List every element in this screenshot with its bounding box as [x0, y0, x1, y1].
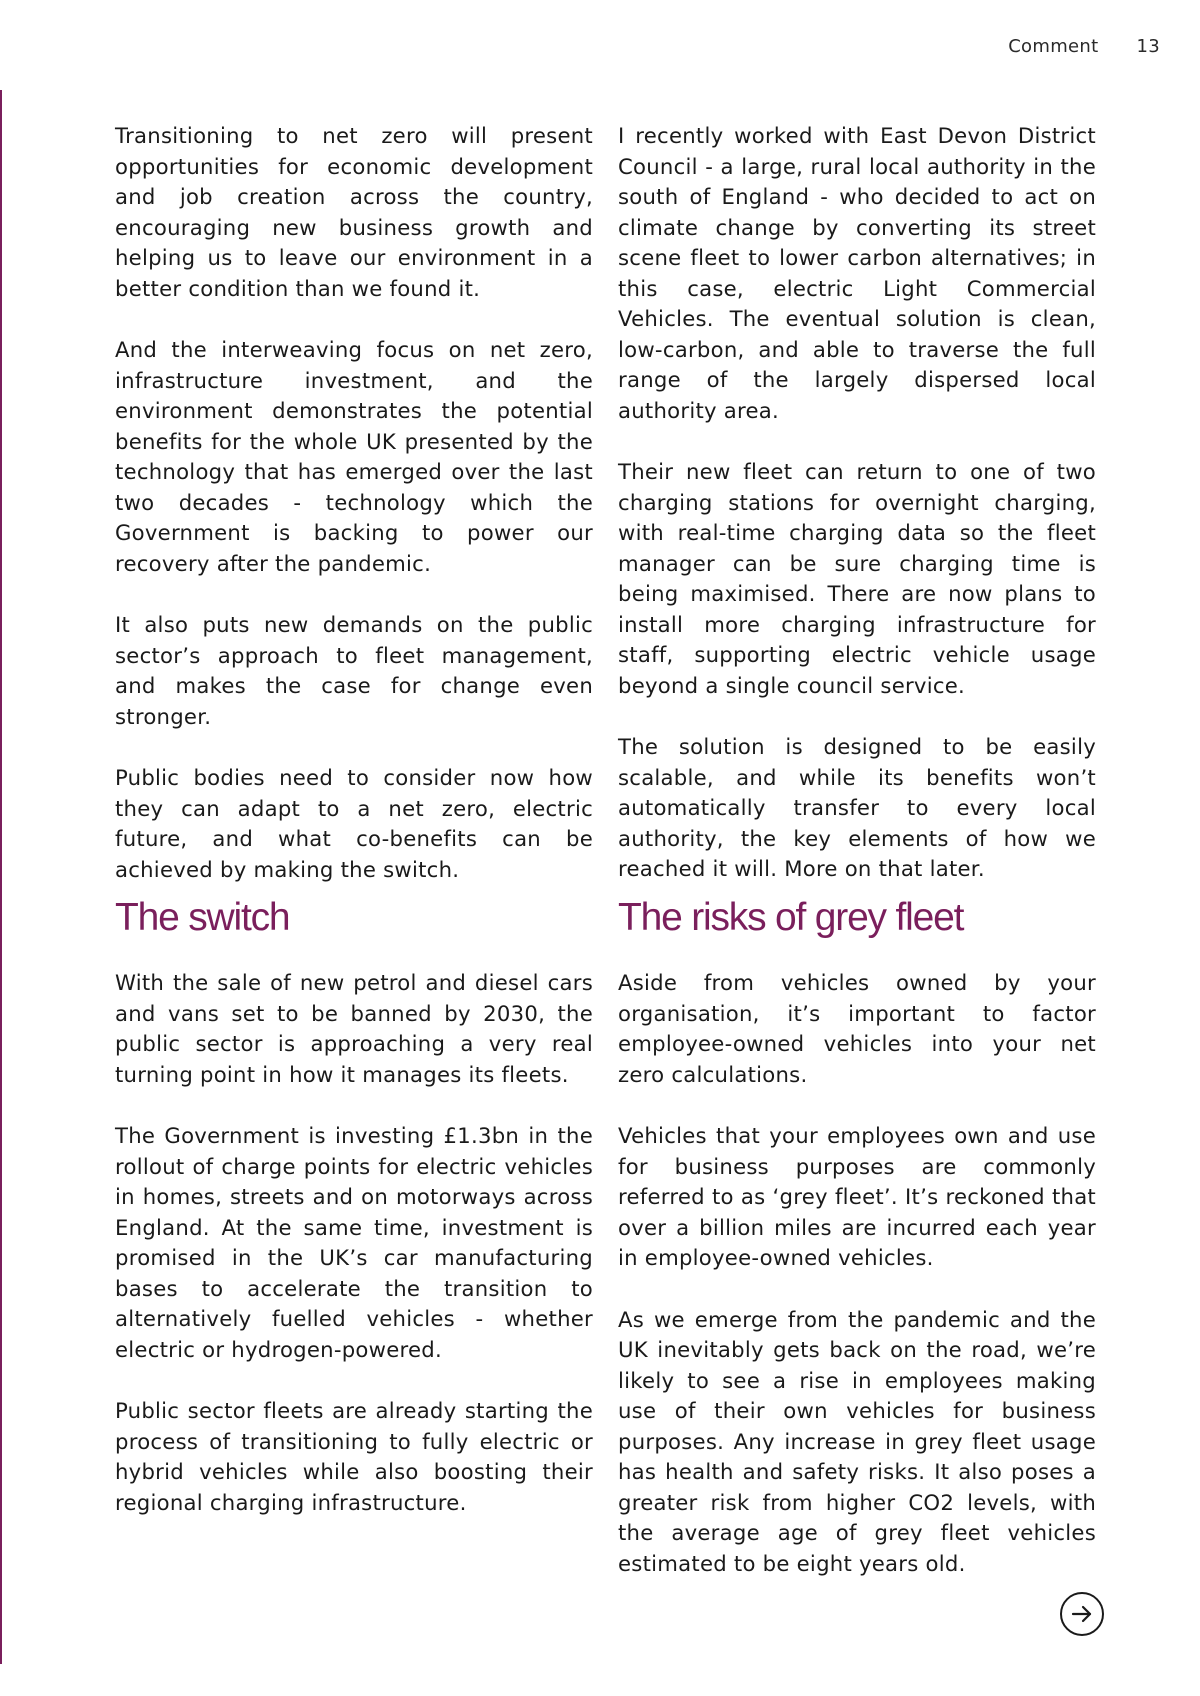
section-heading-grey-fleet: The risks of grey fleet	[618, 896, 964, 939]
arrow-right-circle-icon	[1069, 1601, 1095, 1627]
left-margin-rule	[0, 90, 2, 1664]
paragraph: Their new fleet can return to one of two charging stations for overnight charging, with real-time charging data so the fleet manager can be sure charging time is being maximised. There are now plans to install more charging infrastructure for staff, supporting electric vehicle usage beyond a single council service.	[618, 459, 1096, 698]
paragraph: As we emerge from the pandemic and the UK inevitably gets back on the road, we’re likely to see a rise in employees making use of their own vehicles for business purposes. Any increase in grey fleet usage has health and safety risks. It also poses a greater risk from higher CO2 levels, with the average age of grey fleet vehicles estimated to be eight years old.	[618, 1306, 1096, 1576]
section-heading-the-switch: The switch	[115, 896, 290, 939]
paragraph: The solution is designed to be easily scalable, and while its benefits won’t automatically transfer to every local authority, the key elements of how we reached it will. More on that later.	[618, 734, 1096, 881]
paragraph: Vehicles that your employees own and use for business purposes are commonly referred to as ‘grey fleet’. It’s reckoned that over a billion miles are incurred each year in employee-owned vehicles.	[618, 1123, 1096, 1270]
paragraph: The Government is investing £1.3bn in the rollout of charge points for electric vehicles in homes, streets and on motorways across England. At the same time, investment is promised in the UK’s car manufacturing bases to accelerate the transition to alternatively fuelled vehicles - whether electric or hydrogen-powered.	[115, 1123, 593, 1362]
paragraph: And the interweaving focus on net zero, infrastructure investment, and the environment demonstrates the potential benefits for the whole UK presented by the technology that has emerged over the last two decades - technology which the Government is backing to power our recovery after the pandemic.	[115, 337, 593, 576]
paragraph: Aside from vehicles owned by your organisation, it’s important to factor employee-owned vehicles into your net zero calculations.	[618, 970, 1096, 1087]
paragraph: Public sector fleets are already starting the process of transitioning to fully electric or hybrid vehicles while also boosting their regional charging infrastructure.	[115, 1398, 593, 1515]
section-label: Comment	[1008, 36, 1099, 57]
page-header	[1008, 36, 1160, 57]
next-page-button[interactable]	[1060, 1592, 1104, 1636]
paragraph: I recently worked with East Devon District Council - a large, rural local authority in the south of England - who decided to act on climate change by converting its street scene fleet to lower carbon alternatives; in this case, electric Light Commercial Vehicles. The eventual solution is clean, low-carbon, and able to traverse the full range of the largely dispersed local authority area.	[618, 123, 1096, 423]
paragraph: Transitioning to net zero will present opportunities for economic development and job creation across the country, encouraging new business growth and helping us to leave our environment in a better condition than we found it.	[115, 123, 593, 301]
upper-left-column	[115, 121, 593, 885]
paragraph: Public bodies need to consider now how they can adapt to a net zero, electric future, and what co-benefits can be achieved by making the switch.	[115, 765, 593, 882]
paragraph: It also puts new demands on the public sector’s approach to fleet management, and makes the case for change even stronger.	[115, 612, 593, 729]
switch-section-body	[115, 968, 593, 1549]
paragraph: With the sale of new petrol and diesel cars and vans set to be banned by 2030, the public sector is approaching a very real turning point in how it manages its fleets.	[115, 970, 593, 1087]
upper-right-column	[618, 121, 1096, 885]
grey-fleet-section-body	[618, 968, 1096, 1610]
page-number: 13	[1136, 36, 1160, 57]
